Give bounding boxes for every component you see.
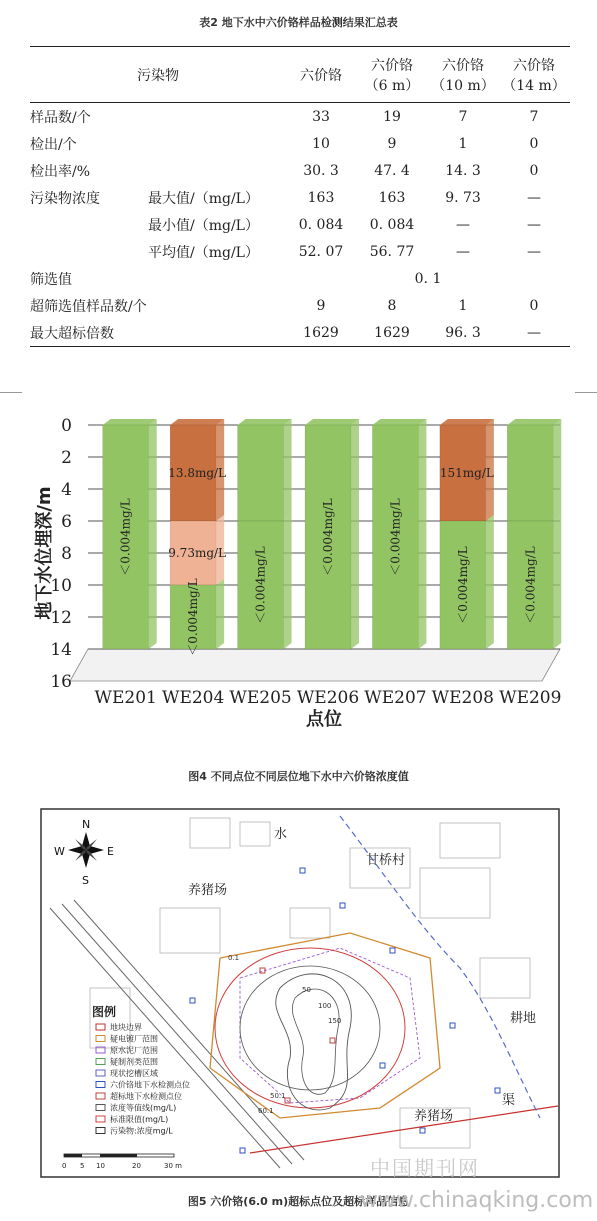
cell: 1 [458,135,468,152]
cell: — [498,319,570,347]
cell: — [456,243,470,260]
scale-label: 0 [62,1162,67,1170]
data-label: ＜0.004mg/L [455,546,470,624]
bar-top [440,419,494,425]
header-col2 [356,47,428,103]
cell: 0 [529,162,539,179]
cell: — [527,189,541,206]
legend-item: 标准限值(mg/L) [110,1115,169,1124]
cell: 47. 4 [374,162,410,179]
y-tick-label: 6 [61,512,72,532]
header-col4 [498,47,570,103]
bar-top [305,419,359,425]
y-tick-label: 12 [50,608,72,628]
cell: — [527,243,541,260]
table-header-row [30,47,570,103]
cell: 19 [383,108,401,125]
header-col2-line1: 六价铬 [371,57,413,74]
chart-floor [70,649,560,681]
y-tick-label: 14 [50,640,72,660]
header-col2-line2: （6 m） [364,77,420,94]
x-tick-label: WE206 [296,688,360,708]
header-col1: 六价铬 [286,47,356,103]
label-water: 水 [274,827,288,842]
data-label: 151mg/L [439,466,494,480]
cell: 56. 77 [369,243,415,260]
contour-label: 50.1 [270,1092,286,1100]
label-pig-farm-1: 养猪场 [188,883,228,898]
site-map [40,808,560,1178]
cell: — [527,216,541,233]
cell: 9. 73 [445,189,481,206]
row-sublabel: 平均值/（mg/L） [148,244,259,261]
legend-item: 浓度等值线(mg/L) [110,1103,177,1113]
header-col4-line1: 六价铬 [513,57,555,74]
bar-top [507,419,561,425]
data-label: 9.73mg/L [168,546,227,560]
y-tick-label: 16 [50,672,72,692]
figure5-caption: 图5 六价铬(6.0 m)超标点位及超标样品信息 [187,1195,410,1208]
row-label: 污染物浓度 [30,190,100,207]
bar-segment-side [351,419,359,649]
scale-label: 30 m [164,1162,182,1170]
header-col3-line1: 六价铬 [442,57,484,74]
cell: 10 [312,135,330,152]
data-label: ＜0.004mg/L [118,498,133,576]
bar-segment-side [553,419,561,521]
x-tick-label: WE209 [499,688,562,708]
cell: 52. 07 [298,243,344,260]
cell: — [456,216,470,233]
bar-top [238,419,292,425]
compass-n: N [82,818,91,831]
bar-segment-side [149,419,157,649]
separator-left [0,392,22,393]
data-label: 13.8mg/L [168,466,227,480]
scale-label: 20 [132,1162,141,1170]
contour-label: 50 [302,986,311,994]
table-row [30,211,570,238]
data-label: ＜0.004mg/L [523,546,538,624]
table-row [30,265,570,292]
label-canal: 渠 [502,1093,516,1108]
cell: 0 [529,135,539,152]
cell: 7 [458,108,468,125]
bar-segment-side [418,419,426,649]
scale-label: 10 [96,1162,105,1170]
y-tick-label: 8 [61,544,72,564]
row-label [30,238,148,265]
x-tick-label: WE207 [364,688,427,708]
x-tick-label: WE201 [94,688,157,708]
cell: 14. 3 [445,162,481,179]
watermark-url: www.chinaqking.com [360,1188,594,1213]
x-axis-label: 点位 [306,709,342,730]
bar-segment-side [284,419,292,521]
bar-top [103,419,157,425]
cell: 33 [312,108,330,125]
contour-label: 60.1 [258,1107,274,1115]
legend-item: 地块边界 [110,1023,142,1032]
row-label: 筛选值 [30,271,72,288]
bar-segment-side [553,515,561,649]
table-row [30,157,570,184]
header-col3-line2: （10 m） [431,77,495,94]
legend-item: 污染物:浓度mg/L [110,1126,173,1136]
contour-label: 150 [328,1017,342,1025]
row-label: 检出/个 [30,136,77,153]
separator-right [575,392,597,393]
cell: 163 [378,189,406,206]
y-tick-label: 2 [61,448,72,468]
bar-segment [238,425,284,521]
bar-segment-side [486,515,494,649]
compass-s: S [82,874,89,887]
row-sublabel: 最小值/（mg/L） [148,217,259,234]
row-label [30,211,148,238]
cell: 1 [458,297,468,314]
table-row [30,103,570,131]
legend-item: 疑电镀厂范围 [110,1034,158,1044]
depth-concentration-chart [0,400,597,730]
bar-segment-side [284,515,292,649]
data-label: ＜0.004mg/L [253,546,268,624]
data-label: ＜0.004mg/L [321,498,335,576]
table-row [30,292,570,319]
table-caption: 表2 地下水中六价铬样品检测结果汇总表 [199,16,398,29]
legend-item: 原水泥厂范围 [110,1046,158,1055]
label-village: 甘桥村 [366,853,406,868]
x-tick-label: WE205 [229,688,292,708]
header-col4-line2: （14 m） [502,77,566,94]
x-tick-label: WE204 [161,688,225,708]
bar-segment [507,425,553,521]
cell: 8 [387,297,397,314]
row-label: 最大超标倍数 [30,319,286,347]
cell: 1629 [356,319,428,347]
label-pig-farm-2: 养猪场 [414,1109,454,1124]
watermark-cn: 中国期刊网 [370,1156,480,1180]
legend-item: 超标地下水检测点位 [110,1092,182,1101]
y-tick-label: 10 [50,576,72,596]
row-label: 检出率/% [30,163,91,180]
row-label: 超筛选值样品数/个 [30,298,147,315]
header-pollutant: 污染物 [30,47,286,103]
results-table [30,46,570,347]
table-row [30,130,570,157]
cell: 7 [529,108,539,125]
data-label: ＜0.004mg/L [186,578,201,656]
y-axis-label: 地下水位埋深/m [34,486,55,620]
row-sublabel: 最大值/（mg/L） [148,190,259,207]
legend-item: 现状挖槽区域 [110,1069,158,1078]
contour-label: 0.1 [228,954,240,962]
header-col3 [428,47,498,103]
cell: 0. 084 [369,216,415,233]
legend-item: 六价铬地下水检测点位 [110,1080,190,1090]
compass-e: E [107,845,114,858]
cell: 96. 3 [428,319,498,347]
x-tick-label: WE208 [431,688,495,708]
figure4-caption: 图4 不同点位不同层位地下水中六价铬浓度值 [188,770,409,783]
table-row [30,319,570,347]
contour-label: 100 [318,1002,332,1010]
label-field: 耕地 [510,1011,537,1026]
legend-item: 疑制剂类范围 [110,1057,158,1067]
compass-w: W [54,845,65,858]
table-row [30,184,570,211]
row-label: 样品数/个 [30,109,91,126]
cell: 9 [316,297,326,314]
table-row [30,238,570,265]
cell: 1629 [286,319,356,347]
cell: 30. 3 [303,162,339,179]
y-tick-label: 4 [61,480,72,500]
cell: 9 [387,135,397,152]
cell: 163 [307,189,335,206]
bar-top [372,419,426,425]
y-tick-label: 0 [61,416,72,436]
cell: 0 [529,297,539,314]
data-label: ＜0.004mg/L [388,498,403,576]
legend-title: 图例 [92,1005,117,1019]
screening-value: 0. 1 [414,270,442,287]
bar-segment-side [216,579,224,649]
cell: 0. 084 [298,216,344,233]
scale-label: 5 [80,1162,85,1170]
bar-top [170,419,224,425]
